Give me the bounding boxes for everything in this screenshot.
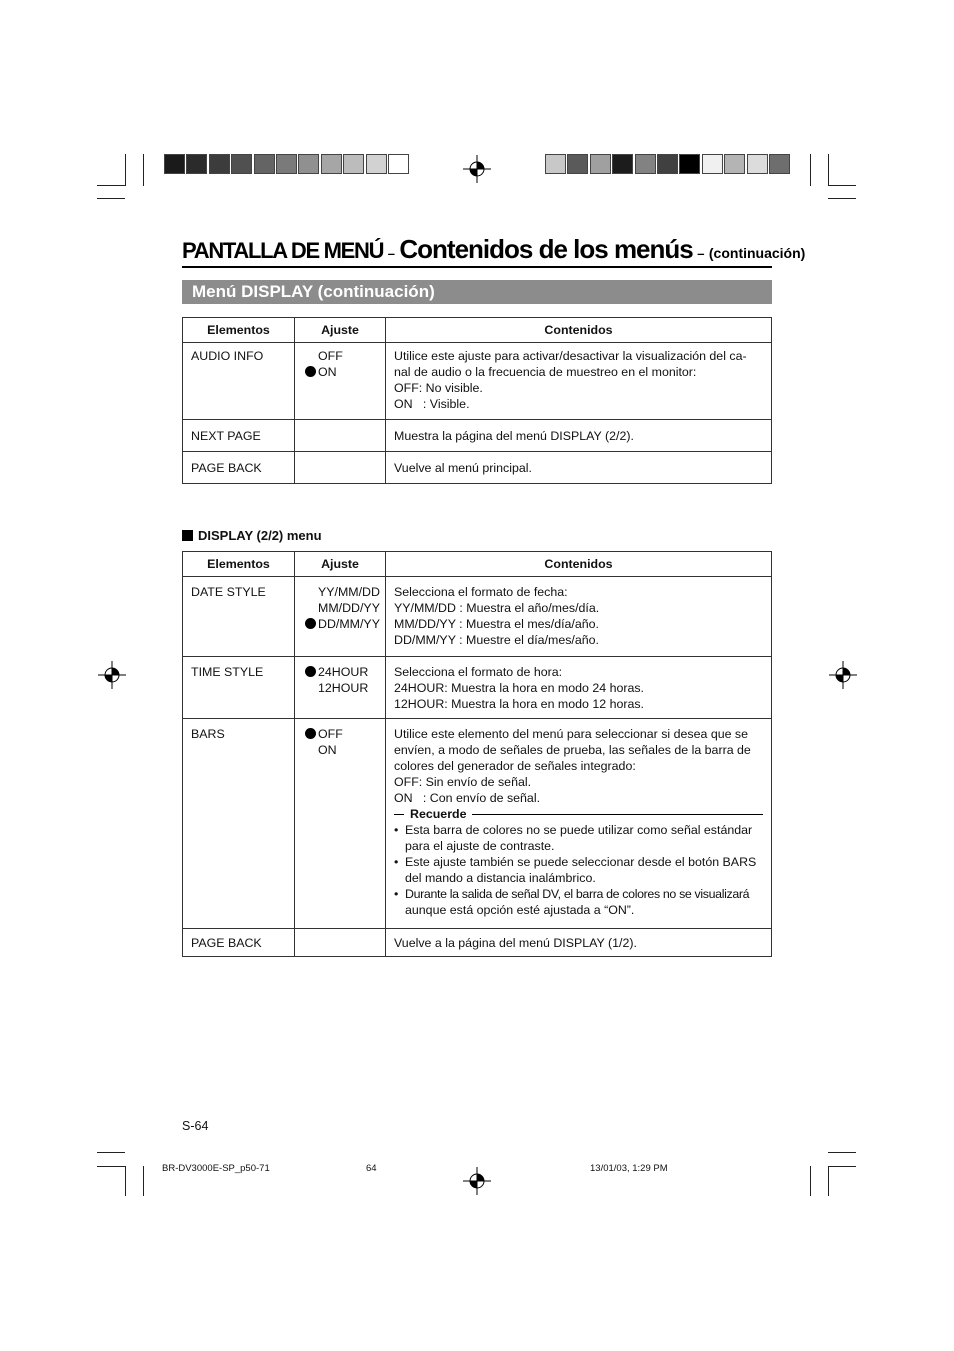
color-bars-right	[545, 154, 791, 176]
setting-option-default: ON	[305, 364, 385, 380]
crop-mark	[125, 1166, 126, 1196]
list-item: • Esta barra de colores no se puede utilizar como señal estándar para el ajuste de contraste.	[394, 822, 763, 854]
default-dot-icon	[305, 666, 316, 677]
contents-line: ON : Visible.	[394, 397, 470, 411]
item-cell: DATE STYLE	[183, 577, 295, 657]
square-bullet-icon	[182, 530, 193, 541]
crop-mark	[828, 1166, 829, 1196]
page-number: S-64	[182, 1119, 209, 1133]
contents-line: Selecciona el formato de hora:	[394, 665, 563, 679]
crop-mark	[828, 154, 829, 186]
note-heading	[394, 806, 763, 822]
color-swatch	[702, 154, 723, 174]
setting-option: YY/MM/DD	[318, 585, 380, 599]
registration-target-icon	[463, 1167, 491, 1195]
table-header-row	[183, 318, 772, 343]
contents-line: DD/MM/YY : Muestre el día/mes/año.	[394, 633, 599, 647]
color-swatch	[567, 154, 588, 174]
title-continued: (continuación)	[708, 245, 806, 261]
setting-cell	[295, 719, 386, 929]
title-sub: Contenidos de los menús	[399, 234, 693, 264]
section-title: Menú DISPLAY (continuación)	[182, 280, 772, 304]
table-row	[183, 577, 772, 657]
contents-line: OFF: Sin envío de señal.	[394, 775, 532, 789]
color-swatch	[186, 154, 207, 174]
setting-option: ON	[318, 743, 337, 757]
color-swatch	[164, 154, 185, 174]
registration-target-icon	[98, 661, 126, 689]
crop-mark	[810, 154, 811, 186]
color-swatch	[635, 154, 656, 174]
contents-line: nal de audio o la frecuencia de muestreo en el monitor:	[394, 365, 697, 379]
crop-mark	[97, 1166, 125, 1167]
setting-cell	[295, 577, 386, 657]
color-swatch	[366, 154, 387, 174]
setting-option-default: OFF	[305, 726, 385, 742]
crop-mark	[810, 1166, 811, 1196]
item-cell: TIME STYLE	[183, 657, 295, 719]
table-row	[183, 719, 772, 929]
color-swatch	[209, 154, 230, 174]
table-row	[183, 452, 772, 484]
contents-line: MM/DD/YY : Muestra el mes/día/año.	[394, 617, 599, 631]
menu-table-display-1	[182, 317, 772, 484]
list-item: • Este ajuste también se puede seleccionar desde el botón BARS del mando a distancia inalámbrico.	[394, 854, 763, 886]
contents-line: Utilice este ajuste para activar/desactivar la visualización del ca-	[394, 349, 747, 363]
default-dot-icon	[305, 366, 316, 377]
table-row	[183, 420, 772, 452]
contents-line: envíen, a modo de señales de prueba, las señales de la barra de	[394, 743, 751, 757]
crop-mark	[143, 1166, 144, 1196]
color-swatch	[590, 154, 611, 174]
table-row	[183, 657, 772, 719]
footer-datetime: 13/01/03, 1:29 PM	[590, 1163, 668, 1174]
contents-line: OFF: No visible.	[394, 381, 483, 395]
color-swatch	[231, 154, 252, 174]
contents-cell: Vuelve a la página del menú DISPLAY (1/2).	[386, 929, 772, 957]
menu-table-display-2	[182, 551, 772, 957]
header-elementos: Elementos	[183, 318, 295, 343]
note-list	[394, 822, 763, 918]
color-swatch	[769, 154, 790, 174]
default-dot-icon	[305, 618, 316, 629]
title-main: PANTALLA DE MENÚ	[182, 238, 384, 263]
color-swatch	[679, 154, 700, 174]
setting-cell	[295, 929, 386, 957]
table-row	[183, 929, 772, 957]
setting-cell	[295, 343, 386, 420]
color-swatch	[388, 154, 409, 174]
crop-mark	[828, 1166, 856, 1167]
color-swatch	[747, 154, 768, 174]
crop-mark	[828, 1152, 856, 1153]
contents-line: 24HOUR: Muestra la hora en modo 24 horas.	[394, 681, 645, 695]
contents-cell: Muestra la página del menú DISPLAY (2/2).	[386, 420, 772, 452]
header-ajuste: Ajuste	[295, 552, 386, 577]
setting-option: OFF	[318, 349, 343, 363]
setting-option: 12HOUR	[318, 681, 369, 695]
item-cell: BARS	[183, 719, 295, 929]
crop-mark	[143, 154, 144, 186]
color-swatch	[276, 154, 297, 174]
list-item: • Durante la salida de señal DV, el barra de colores no se visualizará aunque está opción esté ajustada a “ON”.	[394, 886, 763, 918]
default-dot-icon	[305, 728, 316, 739]
contents-cell	[386, 577, 772, 657]
contents-line: 12HOUR: Muestra la hora en modo 12 horas.	[394, 697, 645, 711]
setting-cell	[295, 657, 386, 719]
setting-cell	[295, 452, 386, 484]
crop-mark	[97, 185, 125, 186]
item-cell: NEXT PAGE	[183, 420, 295, 452]
footer-file: BR-DV3000E-SP_p50-71	[162, 1163, 270, 1174]
contents-line: Utilice este elemento del menú para seleccionar si desea que se	[394, 727, 749, 741]
contents-cell	[386, 657, 772, 719]
registration-target-icon	[463, 155, 491, 183]
color-swatch	[724, 154, 745, 174]
contents-cell	[386, 343, 772, 420]
item-cell: PAGE BACK	[183, 452, 295, 484]
color-swatch	[298, 154, 319, 174]
color-swatch	[321, 154, 342, 174]
crop-mark	[125, 154, 126, 186]
contents-line: ON : Con envío de señal.	[394, 791, 541, 805]
color-swatch	[254, 154, 275, 174]
registration-target-icon	[829, 661, 857, 689]
color-swatch	[657, 154, 678, 174]
title-rule	[182, 266, 772, 268]
crop-mark	[828, 185, 856, 186]
setting-cell	[295, 420, 386, 452]
setting-option-default: DD/MM/YY	[305, 616, 385, 632]
footer-page: 64	[366, 1163, 377, 1174]
color-swatch	[545, 154, 566, 174]
item-cell: AUDIO INFO	[183, 343, 295, 420]
contents-line: colores del generador de señales integrado:	[394, 759, 636, 773]
crop-mark	[828, 198, 856, 199]
table-row	[183, 343, 772, 420]
header-contenidos: Contenidos	[386, 318, 772, 343]
header-elementos: Elementos	[183, 552, 295, 577]
header-contenidos: Contenidos	[386, 552, 772, 577]
color-swatch	[612, 154, 633, 174]
header-ajuste: Ajuste	[295, 318, 386, 343]
title-separator: –	[697, 246, 705, 261]
contents-line: Selecciona el formato de fecha:	[394, 585, 568, 599]
table-header-row	[183, 552, 772, 577]
color-bars-left	[164, 154, 410, 176]
contents-cell	[386, 719, 772, 929]
setting-option-default: 24HOUR	[305, 664, 385, 680]
contents-line: YY/MM/DD : Muestra el año/mes/día.	[394, 601, 600, 615]
color-swatch	[343, 154, 364, 174]
crop-mark	[97, 198, 125, 199]
subsection-title: DISPLAY (2/2) menu	[182, 528, 322, 543]
page-title	[182, 234, 805, 265]
contents-cell: Vuelve al menú principal.	[386, 452, 772, 484]
note-title: Recuerde	[410, 807, 467, 821]
item-cell: PAGE BACK	[183, 929, 295, 957]
title-separator: –	[387, 246, 395, 261]
setting-option: MM/DD/YY	[318, 601, 380, 615]
crop-mark	[97, 1152, 125, 1153]
